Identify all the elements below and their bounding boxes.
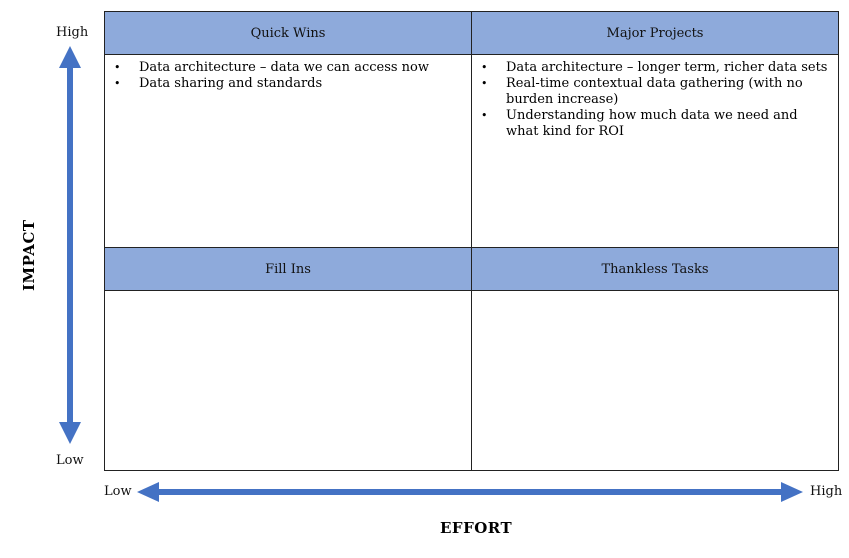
quadrant-title: Thankless Tasks xyxy=(472,248,838,291)
quadrant-item-list xyxy=(105,291,471,296)
impact-high-label: High xyxy=(56,25,89,40)
quadrant-fill-ins xyxy=(105,247,472,470)
quadrant-item: • Data architecture – longer term, richer data sets xyxy=(506,60,828,76)
quadrant-title: Fill Ins xyxy=(105,248,471,291)
quadrant-title: Major Projects xyxy=(472,12,838,55)
quadrant-thankless-tasks xyxy=(472,247,838,470)
priority-matrix xyxy=(104,11,839,471)
quadrant-item-list xyxy=(472,55,838,140)
quadrant-item: • Data sharing and standards xyxy=(139,76,461,92)
impact-low-label: Low xyxy=(56,453,84,468)
effort-low-label: Low xyxy=(104,484,132,499)
impact-axis-title: IMPACT xyxy=(20,219,38,291)
quadrant-item: • Understanding how much data we need and what kind for ROI xyxy=(506,108,828,140)
effort-axis-arrow xyxy=(137,480,805,504)
quadrant-item-list xyxy=(105,55,471,92)
quadrant-item: • Data architecture – data we can access now xyxy=(139,60,461,76)
effort-axis-title: EFFORT xyxy=(440,519,513,537)
effort-high-label: High xyxy=(810,484,843,499)
impact-axis-arrow xyxy=(56,46,84,446)
quadrant-item-list xyxy=(472,291,838,296)
quadrant-item: • Real-time contextual data gathering (with no burden increase) xyxy=(506,76,828,108)
quadrant-quick-wins xyxy=(105,12,472,247)
quadrant-major-projects xyxy=(472,12,838,247)
quadrant-title: Quick Wins xyxy=(105,12,471,55)
